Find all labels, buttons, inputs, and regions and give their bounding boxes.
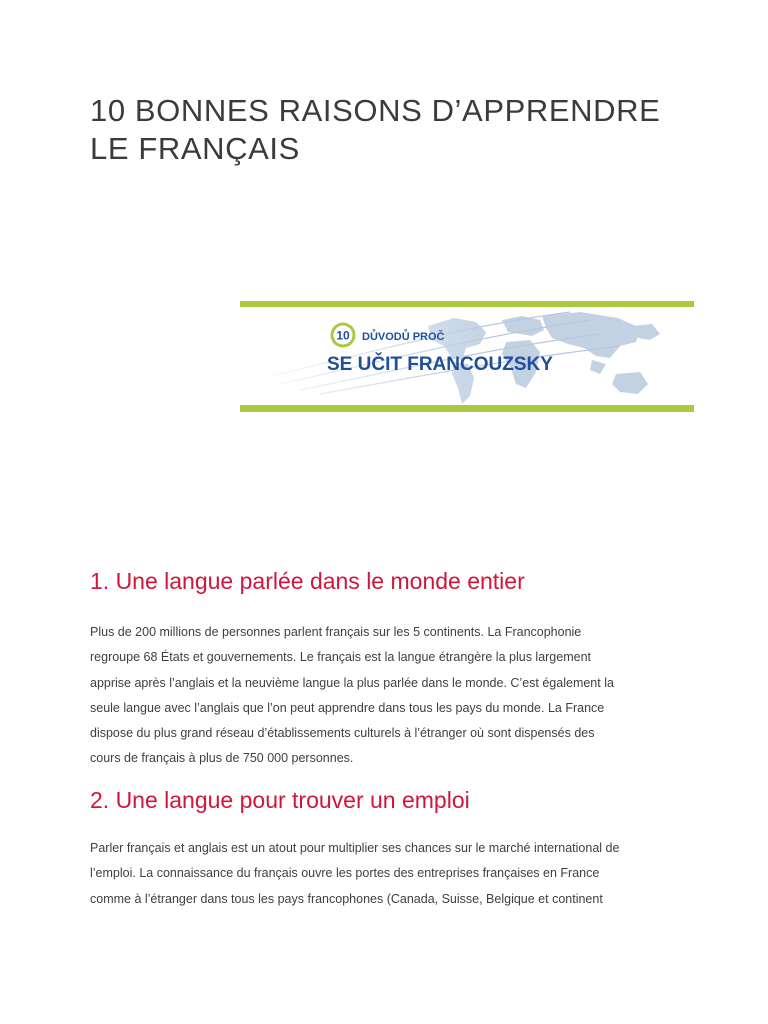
paragraph-line: regroupe 68 États et gouvernements. Le français est la langue étrangère la plus largement: [90, 650, 592, 665]
paragraph-line: Plus de 200 millions de personnes parlent français sur les 5 continents. La Francophonie: [90, 625, 582, 639]
section-heading: 2. Une langue pour trouver un emploi: [90, 787, 470, 813]
banner-line2: SE UČIT FRANCOUZSKY: [327, 354, 553, 375]
paragraph-line: l’emploi. La connaissance du français ouvre les portes des entreprises françaises en France: [90, 866, 600, 881]
paragraph-line: Parler français et anglais est un atout pour multiplier ses chances sur le marché international de: [90, 841, 620, 855]
page-title: [90, 92, 710, 168]
paragraph-line: comme à l’étranger dans tous les pays francophones (Canada, Suisse, Belgique et continent: [90, 891, 603, 906]
paragraph-line: seule langue avec l’anglais que l’on peut apprendre dans tous les pays du monde. La France: [90, 700, 605, 715]
banner-image: [240, 298, 694, 416]
paragraph-line: cours de français à plus de 750 000 personnes.: [90, 751, 354, 766]
banner-top-bar: [240, 301, 694, 307]
banner-line1: DŮVODŮ PROČ: [362, 331, 445, 343]
section-paragraph: [90, 620, 690, 772]
title-line: LE FRANÇAIS: [90, 131, 300, 166]
paragraph-line: dispose du plus grand réseau d’établissements culturels à l’étranger où sont dispensés des: [90, 726, 595, 741]
banner-graphic: [240, 298, 694, 416]
badge-number: 10: [336, 328, 350, 343]
paragraph-line: apprise après l’anglais et la neuvième langue la plus parlée dans le monde. C’est également la: [90, 675, 614, 690]
section-heading: 1. Une langue parlée dans le monde entier: [90, 568, 525, 594]
banner-bottom-bar: [240, 405, 694, 412]
number-badge: [331, 323, 356, 348]
section-paragraph: [90, 836, 690, 912]
title-line: 10 BONNES RAISONS D’APPRENDRE: [90, 93, 661, 128]
